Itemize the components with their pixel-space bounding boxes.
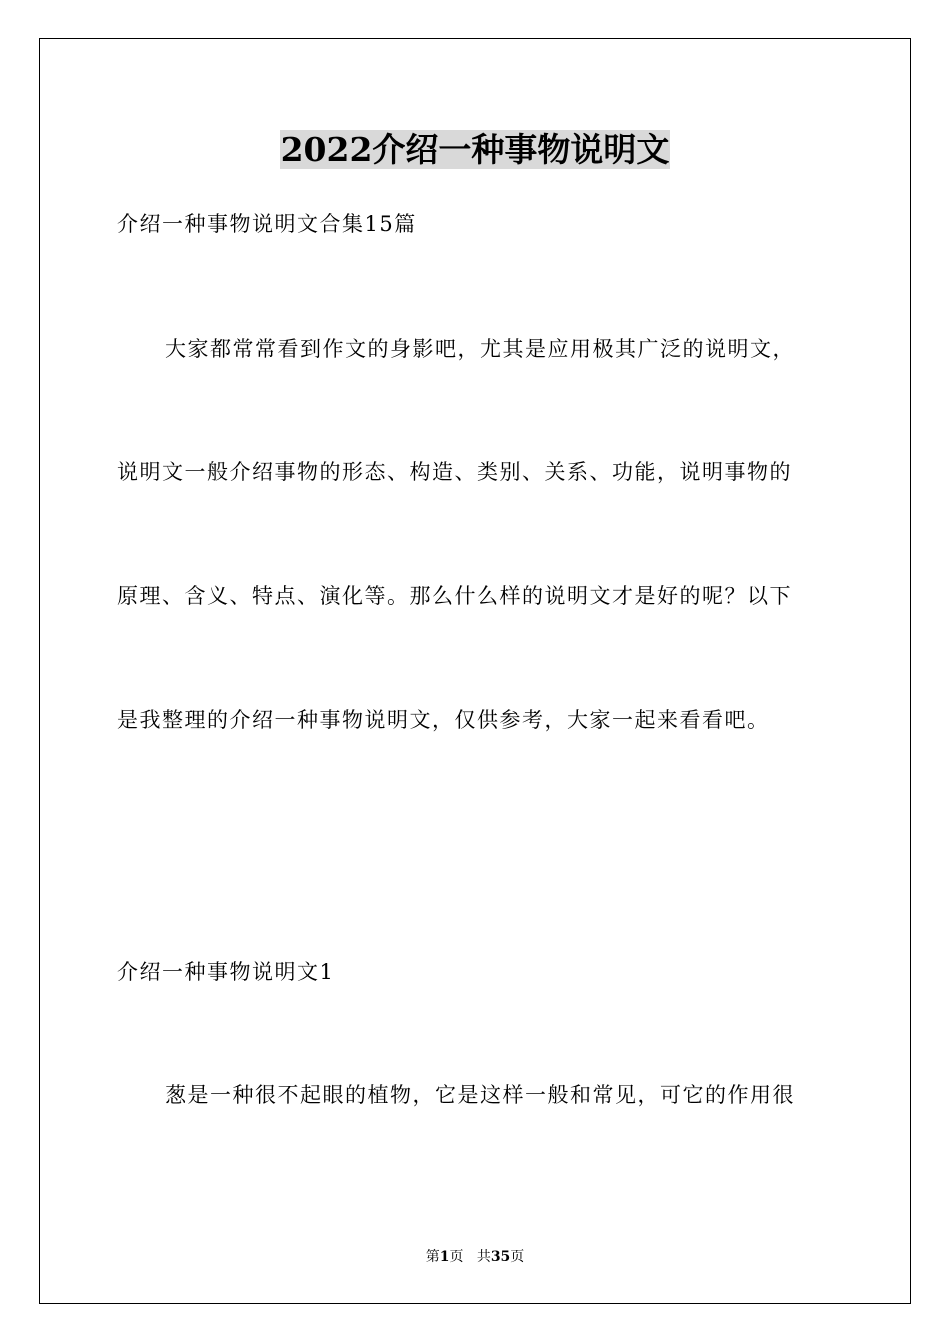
intro-line-4: 是我整理的介绍一种事物说明文，仅供参考，大家一起来看看吧。 <box>117 708 770 732</box>
intro-line-3: 原理、含义、特点、演化等。那么什么样的说明文才是好的呢？以下 <box>117 584 792 608</box>
document-subtitle: 介绍一种事物说明文合集15篇 <box>117 212 417 236</box>
footer-total-pages: 35 <box>490 1249 511 1265</box>
footer-total-prefix: 共 <box>476 1249 491 1265</box>
footer-total-suffix: 页 <box>510 1249 525 1265</box>
section-line-1: 葱是一种很不起眼的植物，它是这样一般和常见，可它的作用很 <box>165 1083 795 1107</box>
intro-line-1: 大家都常常看到作文的身影吧，尤其是应用极其广泛的说明文， <box>165 337 795 361</box>
intro-line-2: 说明文一般介绍事物的形态、构造、类别、关系、功能，说明事物的 <box>117 460 792 484</box>
footer-page-number: 1 <box>439 1249 450 1265</box>
document-title <box>0 128 950 172</box>
document-title-text: 2022介绍一种事物说明文 <box>280 130 670 169</box>
section-heading: 介绍一种事物说明文1 <box>117 960 335 984</box>
footer-page-prefix: 第 <box>425 1249 440 1265</box>
page-footer <box>0 1247 950 1267</box>
footer-page-suffix: 页 <box>449 1249 464 1265</box>
